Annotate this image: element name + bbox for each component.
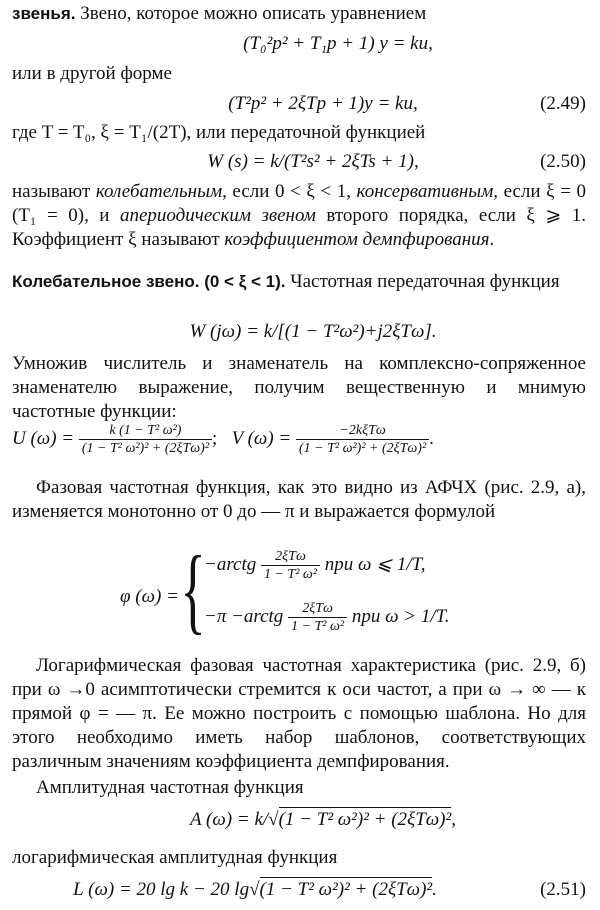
line-where: где T = T₀, ξ = T₁/(2T), или передаточной функцией: [12, 122, 426, 143]
text-fragment: второго порядка, если ξ ⩾ 1. Коэффициент ξ называют: [12, 205, 586, 250]
line-log-amplitude: логарифмическая амплитудная функция: [12, 847, 338, 868]
equation-2-51: [0, 878, 510, 902]
equation-1: (T₀²p² + T₁p + 1) y = ku,: [243, 33, 433, 54]
bold-lead: звенья.: [12, 4, 76, 23]
eq-phi-lhs: φ (ω) =: [120, 586, 179, 607]
equation-U-V: [12, 422, 586, 457]
brace-icon: {: [180, 536, 206, 643]
period: .: [429, 427, 434, 449]
fraction-denominator: 1 − T² ω²: [261, 565, 320, 583]
eq-L-lhs: L (ω) = 20 lg k − 20 lg: [73, 879, 250, 900]
equation-2-49: (T²p² + 2ξTp + 1)y = ku,: [228, 93, 418, 114]
text-fragment: , если 0 < ξ < 1,: [222, 181, 357, 202]
term-oscillatory: колебательным: [95, 181, 223, 202]
paragraph-phase: Фазовая частотная функция, как это видно из АФЧХ (рис. 2.9, а), изменяется монотонно от 0 до — π и выражается формулой: [12, 477, 586, 522]
paragraph-oscillatory-link: [12, 270, 586, 294]
term-damping-coefficient: коэффициентом демпфирования: [224, 229, 490, 250]
text-fragment: −π −arctg: [204, 605, 284, 627]
equation-number-2-49: (2.49): [540, 93, 586, 114]
fraction-numerator: 2ξTω: [302, 601, 333, 616]
paragraph-log-phase: Логарифмическая фазовая частотная характеристика (рис. 2.9, б) при ω →0 асимптотически стремится к оси частот, а при ω → ∞ — к прямой φ = — π. Ее можно построить с помощью шаблона. Но для этого необходимо иметь набор шаблонов, соответствующих различным значениям коэффициента демпфирования.: [12, 655, 586, 772]
bold-condition: (0 < ξ < 1).: [204, 272, 286, 291]
fraction-numerator: 2ξTω: [275, 549, 306, 564]
fraction-denominator: (1 − T² ω²)² + (2ξTω)²: [296, 439, 429, 457]
period: .: [432, 879, 437, 900]
eq-phi-row-2: [204, 600, 450, 635]
eq-phi-row-1: [204, 548, 426, 583]
fraction-denominator: (1 − T² ω²)² + (2ξTω)²: [79, 439, 212, 457]
text-fragment: .: [489, 229, 495, 250]
fraction-numerator: −2kξTω: [339, 423, 386, 438]
eq-V-lhs: V (ω) =: [231, 427, 292, 449]
fraction-row-1: [261, 548, 320, 583]
equation-W-jw: W (jω) = k/[(1 − T²ω²)+j2ξTω].: [189, 321, 437, 342]
equation-2-50: W (s) = k/(T²s² + 2ξTs + 1),: [207, 151, 419, 172]
fraction-U: [79, 422, 212, 457]
text-fragment: , если ξ = 0 (T₁ = 0), и: [12, 181, 586, 226]
text-fragment: называют: [12, 181, 96, 202]
radicand: (1 − T² ω²)² + (2ξTω)²: [259, 879, 433, 900]
sqrt-icon: √: [268, 809, 279, 830]
fraction-row-2: [288, 600, 347, 635]
paragraph-intro: [12, 2, 586, 26]
condition: при ω ⩽ 1/T,: [324, 553, 426, 575]
condition: при ω > 1/T.: [351, 605, 450, 627]
text-fragment: Частотная передаточная функция: [285, 271, 560, 292]
fraction-denominator: 1 − T² ω²: [288, 617, 347, 635]
radicand: (1 − T² ω²)² + (2ξTω)²: [278, 809, 452, 830]
paragraph-definitions: [12, 180, 586, 252]
equation-number-2-50: (2.50): [540, 151, 586, 172]
text-fragment: −arctg: [204, 553, 257, 575]
sqrt-icon: √: [249, 879, 260, 900]
fraction-V: [296, 422, 429, 457]
equation-A: [60, 808, 586, 832]
fraction-numerator: k (1 − T² ω²): [109, 423, 182, 438]
intro-text: Звено, которое можно описать уравнением: [75, 3, 427, 24]
separator: ;: [212, 427, 218, 449]
term-conservative: консервативным: [356, 181, 494, 202]
eq-U-lhs: U (ω) =: [12, 427, 75, 449]
eq-A-lhs: A (ω) = k/: [190, 809, 269, 830]
bold-heading: Колебательное звено.: [12, 272, 200, 291]
comma: ,: [451, 809, 456, 830]
line-amplitude: Амплитудная частотная функция: [36, 777, 304, 798]
term-aperiodic: апериодическим звеном: [119, 205, 316, 226]
line-other-form: или в другой форме: [12, 63, 172, 84]
equation-number-2-51: (2.51): [540, 879, 586, 900]
paragraph-multiply: Умножив числитель и знаменатель на комплексно-сопряженное знаменателю выражение, получим вещественную и мнимую частотные функции:: [12, 353, 586, 422]
